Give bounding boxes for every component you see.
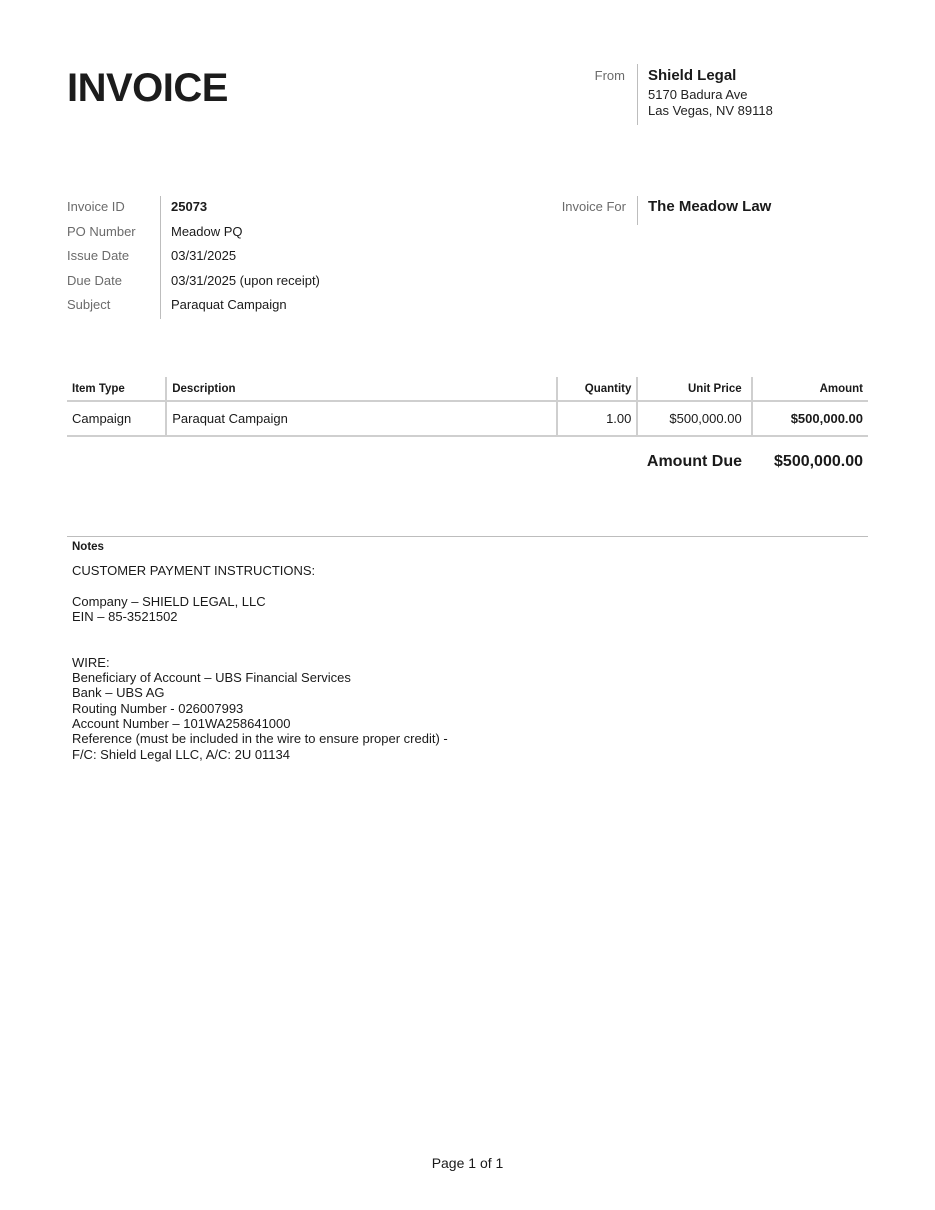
table-header-row [67, 377, 868, 401]
line-items-table [67, 377, 868, 437]
invoice-title: INVOICE [67, 66, 228, 110]
col-header-amount: Amount [752, 377, 868, 401]
page-number: Page 1 of 1 [431, 1155, 504, 1171]
notes-title: Notes [72, 541, 104, 553]
notes-divider [67, 536, 868, 537]
meta-value-issue-date: 03/31/2025 [171, 248, 237, 264]
col-header-item-type: Item Type [67, 377, 166, 401]
notes-line: Beneficiary of Account – UBS Financial Services [72, 670, 351, 686]
amount-due-label: Amount Due [646, 453, 742, 470]
from-company-name: Shield Legal [648, 67, 737, 84]
cell-unit-price: $500,000.00 [637, 401, 751, 436]
from-address-line1: 5170 Badura Ave [648, 87, 748, 102]
notes-line: Bank – UBS AG [72, 685, 165, 701]
meta-label-due-date: Due Date [67, 272, 122, 288]
invoice-meta-labels [67, 196, 159, 319]
meta-value-invoice-id: 25073 [171, 199, 208, 214]
cell-item-type: Campaign [67, 401, 166, 436]
meta-value-po-number: Meadow PQ [171, 223, 243, 239]
meta-label-subject: Subject [67, 297, 111, 313]
meta-label-po-number: PO Number [67, 223, 136, 239]
meta-value-due-date: 03/31/2025 (upon receipt) [171, 272, 320, 288]
meta-value-subject: Paraquat Campaign [171, 297, 287, 313]
notes-line: Account Number – 101WA258641000 [72, 715, 291, 731]
notes-line: Company – SHIELD LEGAL, LLC [72, 593, 266, 609]
table-row [67, 401, 868, 436]
notes-line: Reference (must be included in the wire to ensure proper credit) - [72, 731, 448, 747]
notes-line: EIN – 85-3521502 [72, 608, 178, 624]
amount-due-value: $500,000.00 [774, 453, 863, 470]
from-address-line2: Las Vegas, NV 89118 [648, 102, 773, 118]
notes-line: WIRE: [72, 654, 110, 670]
invoice-for-label: Invoice For [561, 199, 626, 214]
cell-description: Paraquat Campaign [166, 401, 557, 436]
notes-line [72, 624, 448, 639]
invoice-for-name: The Meadow Law [637, 196, 771, 225]
cell-amount: $500,000.00 [752, 401, 868, 436]
notes-body [72, 563, 448, 762]
from-block [637, 64, 773, 125]
meta-label-invoice-id: Invoice ID [67, 199, 125, 214]
notes-line: CUSTOMER PAYMENT INSTRUCTIONS: [72, 563, 316, 578]
invoice-meta-values [160, 196, 320, 319]
notes-line [72, 578, 448, 593]
meta-label-issue-date: Issue Date [67, 248, 130, 264]
notes-line: F/C: Shield Legal LLC, A/C: 2U 01134 [72, 746, 290, 762]
from-label: From [594, 68, 625, 83]
col-header-unit-price: Unit Price [637, 377, 751, 401]
col-header-description: Description [166, 377, 557, 401]
notes-line: Routing Number - 026007993 [72, 700, 244, 716]
notes-line [72, 639, 448, 654]
cell-quantity: 1.00 [557, 401, 637, 436]
col-header-quantity: Quantity [557, 377, 637, 401]
from-address [648, 87, 773, 118]
